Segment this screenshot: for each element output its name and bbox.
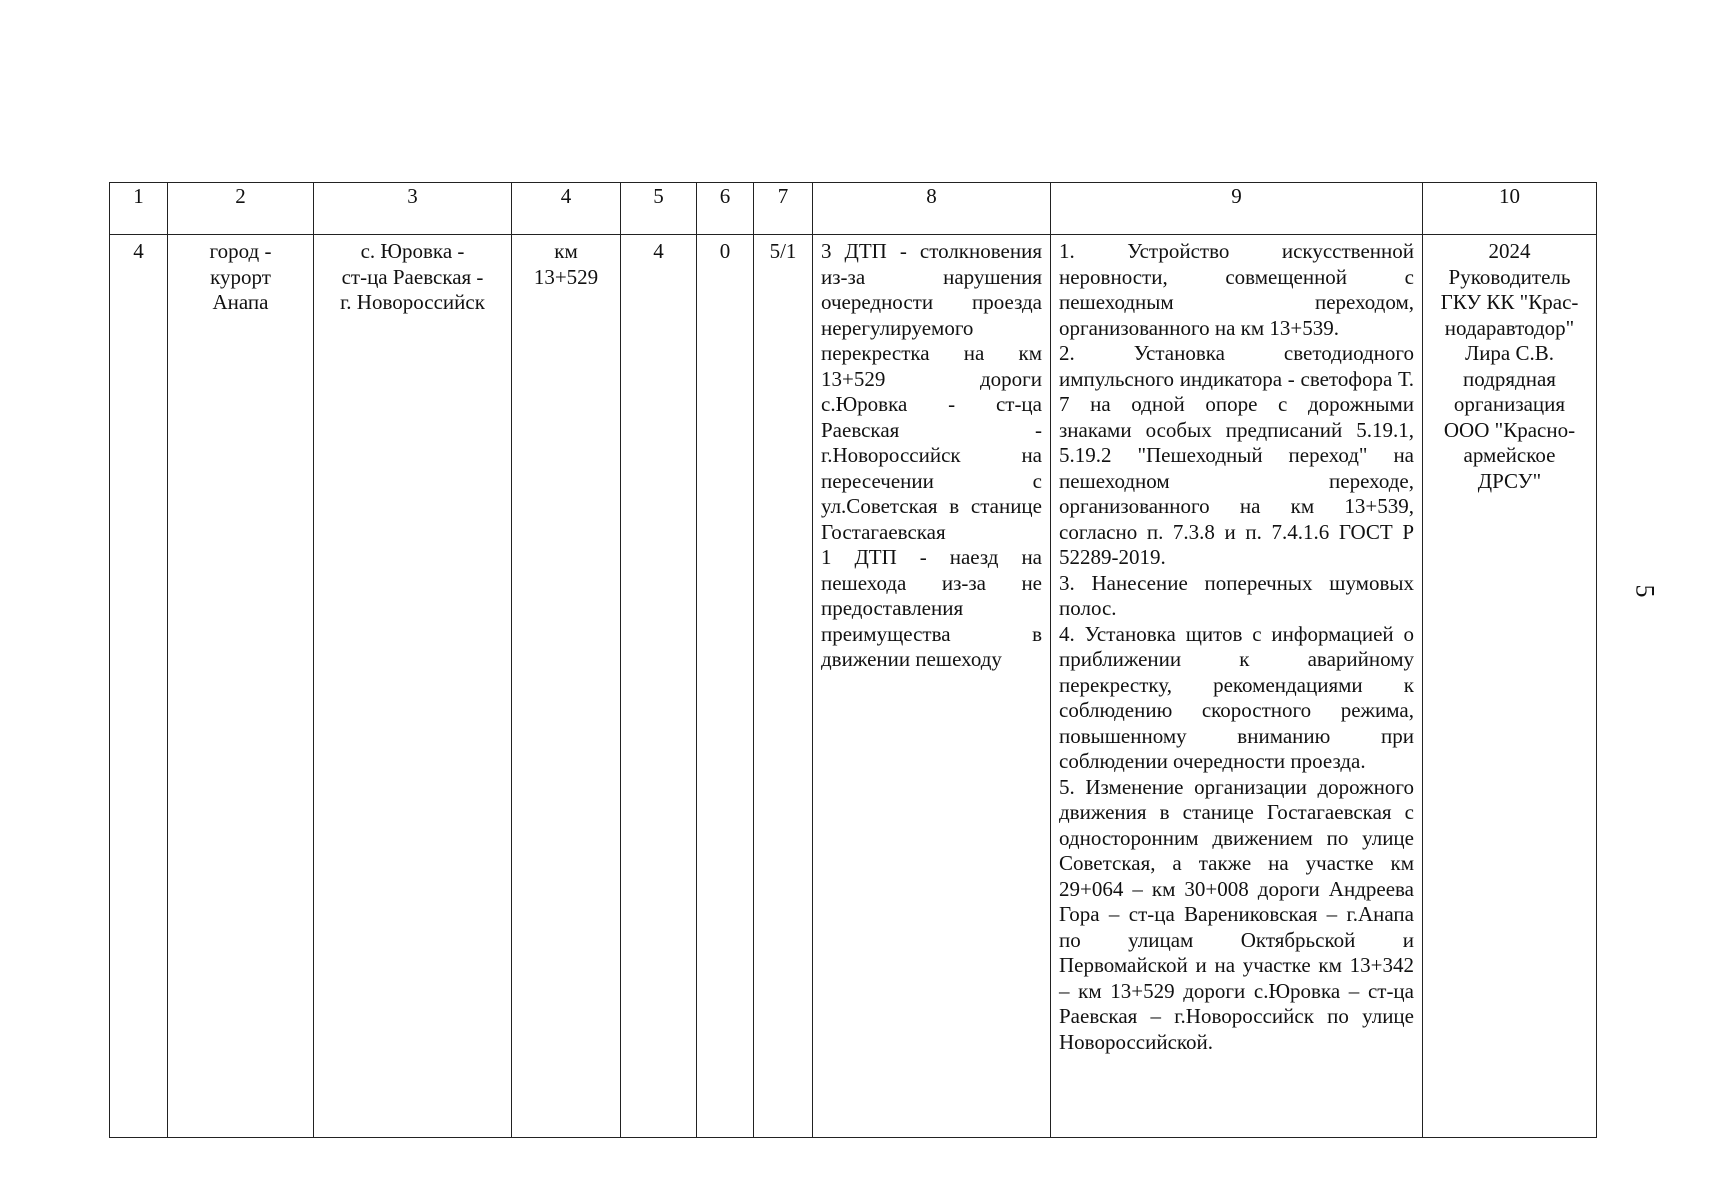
row-number: 4 [133, 239, 144, 263]
header-row [110, 183, 1597, 235]
column-header: 5 [621, 183, 697, 235]
municipality-line: курорт [210, 264, 271, 289]
cell-measures [1051, 235, 1423, 1138]
count-a: 4 [653, 239, 664, 263]
responsible-line: 2024 [1488, 239, 1531, 263]
accident-paragraph: 1 ДТП - наезд на пешехода из-за не предоставления преимущества в движении пешеходу [821, 545, 1042, 671]
ratio-value: 5/1 [769, 239, 797, 263]
cell-accidents [813, 235, 1051, 1138]
column-header: 4 [512, 183, 621, 235]
responsible-line: нодаравтодор" [1444, 315, 1575, 340]
page-number: 5 [1630, 584, 1660, 598]
road-line: ст-ца Раевская - [341, 264, 484, 289]
count-b: 0 [719, 239, 731, 263]
cell-location [512, 235, 621, 1138]
road-line: с. Юровка - [360, 239, 465, 263]
table-row [110, 235, 1597, 1138]
column-header: 10 [1423, 183, 1597, 235]
measure-paragraph: 3. Нанесение поперечных шумовых полос. [1059, 570, 1414, 620]
responsible-line: ГКУ КК "Крас- [1440, 290, 1579, 314]
accident-paragraph: 3 ДТП - столкновения из-за нарушения очередности проезда нерегулируемого перекрестка на км 13+529 дороги с.Юровка - ст-ца Раевская - г.Новороссийск на пересечении с ул.Советская в станице Гостагаевская [821, 239, 1042, 544]
column-header: 9 [1051, 183, 1423, 235]
responsible-line: подрядная [1463, 366, 1556, 391]
road-line: г. Новороссийск [340, 290, 485, 314]
cell-responsible [1423, 235, 1597, 1138]
municipality-line: Анапа [212, 290, 269, 314]
responsible-line: армейское [1463, 443, 1556, 467]
responsible-line: ДРСУ" [1477, 468, 1542, 493]
responsible-line: Лира С.В. [1464, 341, 1555, 365]
cell-road [314, 235, 512, 1138]
cell-count-a [621, 235, 697, 1138]
measure-paragraph: 4. Установка щитов с информацией о приближении к аварийному перекрестку, рекомендациями к соблюдению скоростного режима, повышенному вниманию при соблюдении очередности проезда. [1059, 621, 1414, 773]
responsible-line: Руководитель [1448, 264, 1571, 289]
column-header: 1 [110, 183, 168, 235]
cell-municipality [168, 235, 314, 1138]
column-header: 6 [697, 183, 754, 235]
cell-ratio [754, 235, 813, 1138]
cell-count-b [697, 235, 754, 1138]
measure-paragraph: 1. Устройство искусственной неровности, совмещенной с пешеходным переходом, организованного на км 13+539. [1059, 239, 1414, 340]
data-table [109, 182, 1597, 1138]
cell-number [110, 235, 168, 1138]
municipality-line: город - [209, 239, 272, 263]
measure-paragraph: 2. Установка светодиодного импульсного индикатора - светофора Т. 7 на одной опоре с дорожными знаками особых предписаний 5.19.1, 5.19.2 "Пешеходный переход" на пешеходном переходе, организованного на км 13+539, согласно п. 7.3.8 и п. 7.4.1.6 ГОСТ Р 52289-2019. [1059, 341, 1414, 569]
column-header: 8 [813, 183, 1051, 235]
column-header: 3 [314, 183, 512, 235]
location-line: 13+529 [533, 264, 599, 289]
column-header: 7 [754, 183, 813, 235]
measure-paragraph: 5. Изменение организации дорожного движения в станице Гостагаевская с односторонним движением по улице Советская, а также на участке км 29+064 – км 30+008 дороги Андреева Гора – ст-ца Варениковская – г.Анапа по улицам Октябрьской и Первомайской и на участке км 13+342 – км 13+529 дороги с.Юровка – ст-ца Раевская – г.Новороссийск по улице Новороссийской. [1059, 774, 1414, 1054]
column-header: 2 [168, 183, 314, 235]
location-line: км [554, 239, 578, 263]
responsible-line: организация [1453, 392, 1566, 416]
responsible-line: ООО "Красно- [1443, 417, 1576, 442]
